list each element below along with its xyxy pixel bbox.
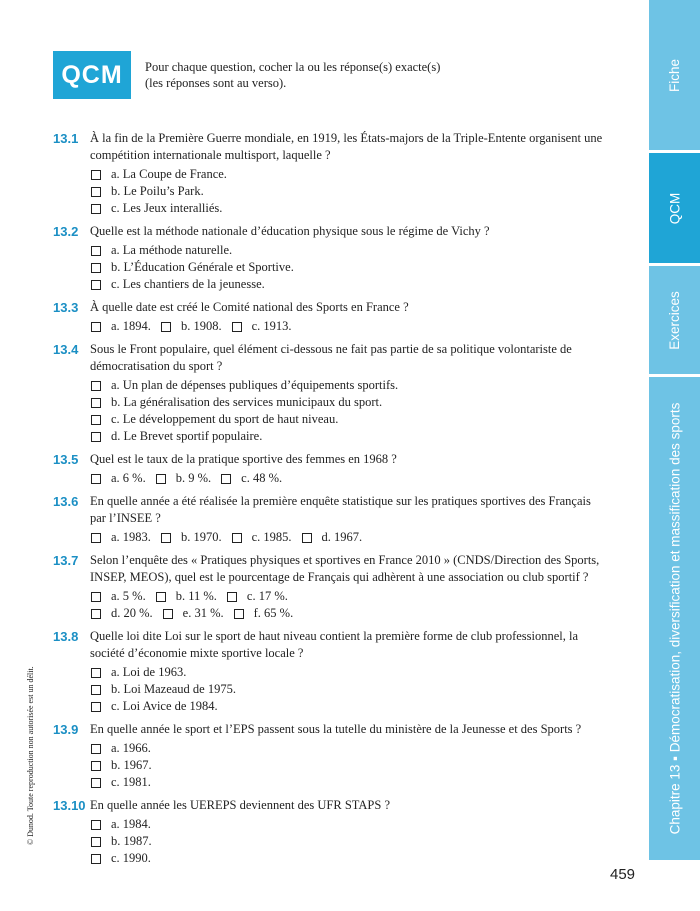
question-text: Quelle loi dite Loi sur le sport de haut niveau contient la première forme de club professionnel, la société d’économie mixte sportive locale ?: [90, 629, 579, 660]
checkbox[interactable]: [91, 837, 101, 847]
question-text: Sous le Front populaire, quel élément ci-dessous ne fait pas partie de sa politique volontariste de démocratisation du sport ?: [90, 342, 572, 373]
checkbox[interactable]: [227, 592, 237, 602]
checkbox[interactable]: [91, 246, 101, 256]
checkbox[interactable]: [91, 820, 101, 830]
question-number: 13.9: [53, 722, 79, 737]
option-c[interactable]: c. 17 %.: [227, 588, 288, 605]
checkbox[interactable]: [234, 609, 244, 619]
question-number: 13.3: [53, 300, 79, 315]
option-c[interactable]: c. 1990.: [91, 850, 608, 867]
qcm-badge: QCM: [53, 51, 131, 99]
checkbox[interactable]: [156, 592, 166, 602]
option-c[interactable]: c. Les chantiers de la jeunesse.: [91, 276, 608, 293]
option-b[interactable]: b. 9 %.: [156, 470, 211, 487]
checkbox[interactable]: [161, 533, 171, 543]
checkbox[interactable]: [91, 415, 101, 425]
checkbox[interactable]: [156, 474, 166, 484]
question-13-7: [53, 552, 608, 622]
question-13-3: [53, 299, 608, 335]
sidebar: [649, 0, 700, 911]
checkbox[interactable]: [91, 761, 101, 771]
option-a[interactable]: a. 6 %.: [91, 470, 146, 487]
question-13-8: [53, 628, 608, 715]
option-c[interactable]: c. Le développement du sport de haut niveau.: [91, 411, 608, 428]
checkbox[interactable]: [91, 170, 101, 180]
option-c[interactable]: c. 1981.: [91, 774, 608, 791]
instructions-line-1: Pour chaque question, cocher la ou les réponse(s) exacte(s): [145, 60, 441, 74]
question-13-10: [53, 797, 608, 867]
checkbox[interactable]: [91, 474, 101, 484]
instructions-line-2: (les réponses sont au verso).: [145, 76, 287, 90]
option-d[interactable]: d. 1967.: [302, 529, 363, 546]
option-b[interactable]: b. 1970.: [161, 529, 222, 546]
question-13-2: [53, 223, 608, 293]
question-13-5: [53, 451, 608, 487]
option-c[interactable]: c. 48 %.: [221, 470, 282, 487]
option-c[interactable]: c. 1913.: [232, 318, 292, 335]
question-text: En quelle année a été réalisée la première enquête statistique sur les pratiques sportives des Français par l’INSEE ?: [90, 494, 591, 525]
question-number: 13.1: [53, 131, 79, 146]
question-text: Quel est le taux de la pratique sportive des femmes en 1968 ?: [90, 452, 397, 466]
question-number: 13.4: [53, 342, 79, 357]
tab-fiche[interactable]: Fiche: [649, 0, 700, 150]
option-a[interactable]: a. La méthode naturelle.: [91, 242, 608, 259]
checkbox[interactable]: [91, 187, 101, 197]
question-number: 13.5: [53, 452, 79, 467]
option-b[interactable]: b. L’Éducation Générale et Sportive.: [91, 259, 608, 276]
option-a[interactable]: a. La Coupe de France.: [91, 166, 608, 183]
checkbox[interactable]: [232, 533, 242, 543]
checkbox[interactable]: [91, 381, 101, 391]
tab-qcm[interactable]: QCM: [649, 153, 700, 263]
question-text: En quelle année les UEREPS deviennent des UFR STAPS ?: [90, 798, 391, 812]
option-c[interactable]: c. Loi Avice de 1984.: [91, 698, 608, 715]
question-text: À quelle date est créé le Comité national des Sports en France ?: [90, 300, 409, 314]
option-a[interactable]: a. 1894.: [91, 318, 151, 335]
question-number: 13.8: [53, 629, 79, 644]
checkbox[interactable]: [91, 432, 101, 442]
page-number: 459: [610, 866, 636, 883]
checkbox[interactable]: [91, 322, 101, 332]
question-text: Quelle est la méthode nationale d’éducation physique sous le régime de Vichy ?: [90, 224, 490, 238]
question-number: 13.10: [53, 798, 86, 813]
option-a[interactable]: a. 1983.: [91, 529, 151, 546]
copyright-notice: © Dunod. Toute reproduction non autorisée est un délit.: [26, 666, 35, 845]
question-list: [53, 130, 608, 873]
option-a[interactable]: a. Un plan de dépenses publiques d’équipements sportifs.: [91, 377, 608, 394]
option-f[interactable]: f. 65 %.: [234, 605, 294, 622]
instructions: [145, 59, 505, 91]
checkbox[interactable]: [91, 204, 101, 214]
checkbox[interactable]: [161, 322, 171, 332]
option-b[interactable]: b. 11 %.: [156, 588, 217, 605]
tab-exercices[interactable]: Exercices: [649, 266, 700, 374]
question-13-9: [53, 721, 608, 791]
checkbox[interactable]: [91, 533, 101, 543]
question-13-1: [53, 130, 608, 217]
checkbox[interactable]: [302, 533, 312, 543]
checkbox[interactable]: [91, 263, 101, 273]
option-b[interactable]: b. 1908.: [161, 318, 222, 335]
option-a[interactable]: a. 5 %.: [91, 588, 146, 605]
option-d[interactable]: d. 20 %.: [91, 605, 153, 622]
option-b[interactable]: b. 1987.: [91, 833, 608, 850]
option-a[interactable]: a. 1984.: [91, 816, 608, 833]
question-number: 13.2: [53, 224, 79, 239]
checkbox[interactable]: [232, 322, 242, 332]
checkbox[interactable]: [91, 609, 101, 619]
tab-chapter[interactable]: Chapitre 13 ▪ Démocratisation, diversification et massification des sports: [649, 377, 700, 860]
question-13-4: [53, 341, 608, 445]
option-e[interactable]: e. 31 %.: [163, 605, 224, 622]
option-b[interactable]: b. Le Poilu’s Park.: [91, 183, 608, 200]
checkbox[interactable]: [91, 685, 101, 695]
checkbox[interactable]: [91, 702, 101, 712]
question-text: En quelle année le sport et l’EPS passent sous la tutelle du ministère de la Jeunesse et des Sports ?: [90, 722, 582, 736]
checkbox[interactable]: [91, 398, 101, 408]
checkbox[interactable]: [91, 280, 101, 290]
checkbox[interactable]: [91, 668, 101, 678]
checkbox[interactable]: [91, 592, 101, 602]
question-text: Selon l’enquête des « Pratiques physiques et sportives en France 2010 » (CNDS/Direction des Sports, INSEP, MEOS), quel est le pourcentage de Français qui adhèrent à une association ou club sportif ?: [90, 553, 600, 584]
option-b[interactable]: b. 1967.: [91, 757, 608, 774]
checkbox[interactable]: [163, 609, 173, 619]
question-number: 13.6: [53, 494, 79, 509]
option-c[interactable]: c. 1985.: [232, 529, 292, 546]
option-a[interactable]: a. 1966.: [91, 740, 608, 757]
question-number: 13.7: [53, 553, 79, 568]
checkbox[interactable]: [221, 474, 231, 484]
option-a[interactable]: a. Loi de 1963.: [91, 664, 608, 681]
question-13-6: [53, 493, 608, 546]
option-d[interactable]: d. Le Brevet sportif populaire.: [91, 428, 608, 445]
checkbox[interactable]: [91, 744, 101, 754]
question-text: À la fin de la Première Guerre mondiale, en 1919, les États-majors de la Triple-Entente organisent une compétition internationale multisport, laquelle ?: [90, 131, 603, 162]
checkbox[interactable]: [91, 778, 101, 788]
option-b[interactable]: b. Loi Mazeaud de 1975.: [91, 681, 608, 698]
option-b[interactable]: b. La généralisation des services municipaux du sport.: [91, 394, 608, 411]
option-c[interactable]: c. Les Jeux interalliés.: [91, 200, 608, 217]
checkbox[interactable]: [91, 854, 101, 864]
